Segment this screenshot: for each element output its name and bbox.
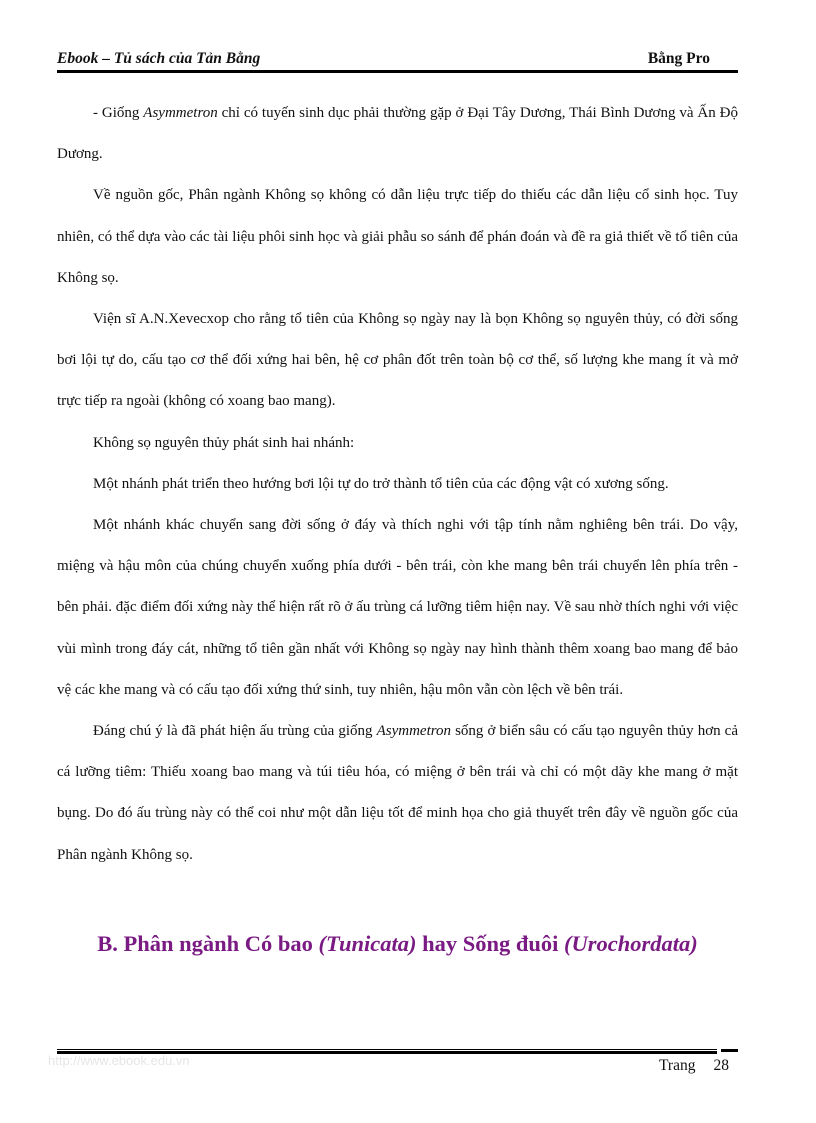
header-rule (57, 70, 738, 73)
footer-rule (57, 1049, 717, 1050)
paragraph: Một nhánh khác chuyển sang đời sống ở đáy và thích nghi với tập tính nằm nghiêng bên trái. Do vậy, miệng và hậu môn của chúng chuyển xuống phía dưới - bên trái, còn khe mang bên trái chuyển lên phía trên - bên phải. đặc điểm đối xứng này thể hiện rất rõ ở ấu trùng cá lưỡng tiêm hiện nay. Về sau nhờ thích nghi với việc vùi mình trong đáy cát, những tổ tiên gần nhất với Không sọ ngày nay hình thành thêm xoang bao mang để bảo vệ các khe mang và có cấu tạo đối xứng thứ sinh, tuy nhiên, hậu môn vẫn còn lệch về bên trái. (57, 517, 738, 698)
header-title: Ebook – Tủ sách của Tản Bằng (57, 50, 261, 67)
paragraph: Đáng chú ý là đã phát hiện ấu trùng của giống Asymmetron sống ở biển sâu có cấu tạo nguyên thủy hơn cả cá lưỡng tiêm: Thiếu xoang bao mang và túi tiêu hóa, có miệng ở bên trái và chỉ có một dãy khe mang ở mặt bụng. Do đó ấu trùng này có thể coi như một dẫn liệu tốt để minh họa cho giả thuyết trên đây về nguồn gốc của Phân ngành Không sọ. (57, 723, 738, 863)
page-header (57, 48, 738, 70)
page-number-value: 28 (713, 1057, 729, 1074)
page-number (659, 1057, 729, 1075)
body-text (57, 93, 738, 876)
paragraph: - Giống Asymmetron chỉ có tuyến sinh dục phải thường gặp ở Đại Tây Dương, Thái Bình Dương và Ấn Độ Dương. (57, 105, 738, 163)
genus-name: Asymmetron (376, 723, 452, 740)
section-heading: B. Phân ngành Có bao (Tunicata) hay Sống đuôi (Urochordata) (97, 931, 698, 956)
paragraph: Viện sĩ A.N.Xevecxop cho rằng tổ tiên của Không sọ ngày nay là bọn Không sọ nguyên thủy, có đời sống bơi lội tự do, cấu tạo cơ thể đối xứng hai bên, hệ cơ phân đốt trên toàn bộ cơ thể, số lượng khe mang ít và mở trực tiếp ra ngoài (không có xoang bao mang). (57, 311, 738, 410)
paragraph: Không sọ nguyên thủy phát sinh hai nhánh: (93, 434, 355, 451)
page-label: Trang (659, 1057, 696, 1074)
genus-name: Asymmetron (143, 105, 218, 121)
paragraph: Một nhánh phát triển theo hướng bơi lội tự do trở thành tổ tiên của các động vật có xương sống. (93, 475, 669, 492)
footer-rule-right (721, 1049, 738, 1052)
footer-watermark-url: http://www.ebook.edu.vn (48, 1053, 190, 1068)
paragraph: Về nguồn gốc, Phân ngành Không sọ không có dẫn liệu trực tiếp do thiếu các dẫn liệu cổ sinh học. Tuy nhiên, có thể dựa vào các tài liệu phôi sinh học và giải phẫu so sánh để phán đoán và đề ra giả thiết về tổ tiên của Không sọ. (57, 187, 738, 286)
header-author: Bằng Pro (647, 50, 710, 67)
